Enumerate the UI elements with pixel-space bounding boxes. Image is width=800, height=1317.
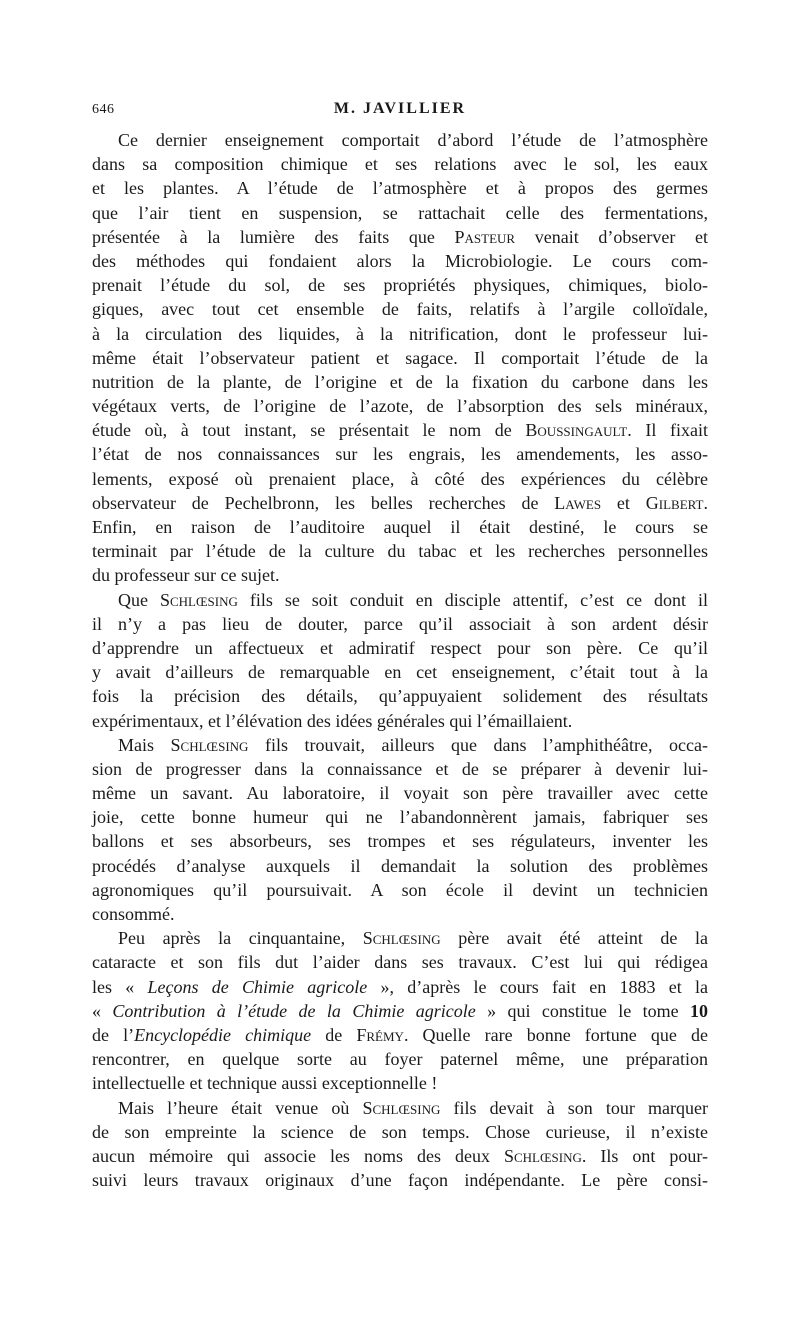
running-title: M. JAVILLIER	[333, 100, 467, 117]
text-run: Ce dernier enseignement comportait d’abord l’étude de l’atmosphère	[118, 130, 708, 150]
text-run: venait d’observer et	[515, 226, 709, 247]
text-run: du professeur sur ce sujet.	[92, 565, 280, 586]
text-run: fils trouvait, ailleurs que dans l’amphithéâtre, occa-	[248, 734, 708, 755]
text-run: de	[311, 1024, 357, 1045]
proper-name: Schlœsing	[362, 1097, 441, 1118]
text-run: . Quelle rare bonne fortune que de	[403, 1024, 708, 1045]
text-line	[92, 539, 708, 563]
text-run: Que	[118, 589, 160, 610]
text-run: il n’y a pas lieu de douter, parce qu’il associait à son ardent désir	[92, 613, 708, 634]
text-line	[92, 975, 708, 999]
page-number: 646	[92, 102, 115, 117]
text-run: même était l’observateur patient et sagace. Il comportait l’étude de la	[92, 347, 708, 368]
proper-name: Schlœsing	[170, 734, 249, 755]
text-run: père avait été atteint de la	[440, 928, 708, 949]
text-line	[92, 201, 708, 225]
text-line	[92, 370, 708, 394]
text-run: nutrition de la plante, de l’origine et de la fixation du carbone dans les	[92, 371, 708, 392]
text-line	[92, 515, 708, 539]
text-run: terminait par l’étude de la culture du tabac et les recherches personnelles	[92, 541, 708, 562]
text-run: giques, avec tout cet ensemble de faits, relatifs à l’argile colloïdale,	[92, 299, 708, 320]
text-run: agronomiques qu’il poursuivait. A son école il devint un technicien	[92, 879, 708, 900]
text-run: y avait d’ailleurs de remarquable en cet enseignement, c’était tout à la	[92, 662, 708, 683]
text-line	[92, 805, 708, 829]
text-run: consommé.	[92, 904, 175, 924]
text-run: Mais	[118, 734, 171, 755]
text-line	[92, 902, 708, 926]
italic-title: Contribution à l’étude de la Chimie agricole	[112, 1000, 476, 1021]
text-run: fois la précision des détails, qu’appuyaient solidement des résultats	[92, 686, 708, 707]
text-line	[92, 176, 708, 200]
text-line	[92, 1023, 708, 1047]
text-line	[92, 733, 708, 757]
text-line	[92, 418, 708, 442]
text-run: intellectuelle et technique aussi exceptionnelle !	[92, 1073, 438, 1094]
text-run: ballons et ses absorbeurs, ses trompes et ses régulateurs, inventer les	[92, 831, 708, 852]
proper-name: Schlœsing	[362, 928, 441, 949]
text-line	[92, 394, 708, 418]
proper-name: Frémy	[356, 1024, 404, 1045]
proper-name: Boussingault	[525, 420, 628, 441]
text-run: fils devait à son tour marquer	[440, 1097, 708, 1118]
text-run: et les plantes. A l’étude de l’atmosphère et à propos des germes	[92, 178, 708, 199]
text-line	[92, 781, 708, 805]
text-run: des méthodes qui fondaient alors la Microbiologie. Le cours com-	[92, 250, 708, 271]
text-run: à la circulation des liquides, à la nitrification, dont le professeur lui-	[92, 323, 708, 344]
text-run: observateur de Pechelbronn, les belles recherches de	[92, 492, 555, 513]
text-run: l’état de nos connaissances sur les engrais, les amendements, les asso-	[92, 444, 708, 465]
text-line	[92, 273, 708, 297]
text-run: «	[92, 1000, 113, 1021]
text-line	[92, 249, 708, 273]
text-run: Peu après la cinquantaine,	[118, 928, 363, 949]
text-line	[92, 322, 708, 346]
text-line	[92, 854, 708, 878]
text-run: présentée à la lumière des faits que	[92, 226, 455, 247]
text-line	[92, 225, 708, 249]
text-line	[92, 878, 708, 902]
text-line	[92, 1120, 708, 1144]
text-run: .	[703, 492, 708, 513]
text-run: joie, cette bonne humeur qui ne l’abandonnèrent jamais, fabriquer ses	[92, 807, 708, 828]
text-line	[92, 1096, 708, 1120]
text-run: les «	[92, 976, 148, 997]
bold-number: 10	[690, 1000, 709, 1021]
text-line	[92, 346, 708, 370]
text-run: cataracte et son fils dut l’aider dans ses travaux. C’est lui qui rédigea	[92, 952, 708, 973]
text-run: de son empreinte la science de son temps. Chose curieuse, il n’existe	[92, 1121, 708, 1142]
text-line	[92, 660, 708, 684]
text-line	[92, 1168, 708, 1192]
text-run: » qui constitue le tome	[475, 1000, 691, 1021]
italic-title: Leçons de Chimie agricole	[147, 976, 368, 997]
text-line	[92, 950, 708, 974]
text-line	[92, 467, 708, 491]
proper-name: Pasteur	[454, 226, 516, 247]
text-run: étude où, à tout instant, se présentait le nom de	[92, 420, 526, 441]
text-line	[92, 152, 708, 176]
proper-name: Gilbert	[645, 492, 704, 513]
text-line	[92, 636, 708, 660]
text-run: . Il fixait	[627, 420, 708, 441]
proper-name: Lawes	[554, 492, 602, 513]
text-run: dans sa composition chimique et ses relations avec le sol, les eaux	[92, 154, 708, 175]
text-line	[92, 128, 708, 152]
running-header	[92, 100, 708, 126]
body-text	[92, 128, 708, 1192]
text-run: expérimentaux, et l’élévation des idées générales qui l’émaillaient.	[92, 710, 573, 731]
text-line	[92, 297, 708, 321]
text-line	[92, 491, 708, 515]
text-line	[92, 1047, 708, 1071]
text-run: fils se soit conduit en disciple attentif, c’est ce dont il	[237, 589, 708, 610]
text-line	[92, 684, 708, 708]
text-run: suivi leurs travaux originaux d’une façon indépendante. Le père consi-	[92, 1170, 708, 1191]
text-run: prenait l’étude du sol, de ses propriétés physiques, chimiques, biolo-	[92, 275, 708, 296]
text-run: Mais l’heure était venue où	[118, 1097, 363, 1118]
text-run: lements, exposé où prenaient place, à côté des expériences du célèbre	[92, 468, 708, 489]
proper-name: Schlœsing	[159, 589, 238, 610]
text-run: même un savant. Au laboratoire, il voyait son père travailler avec cette	[92, 783, 708, 804]
text-run: végétaux verts, de l’origine de l’azote, de l’absorption des sels minéraux,	[92, 396, 708, 417]
text-run: procédés d’analyse auxquels il demandait la solution des problèmes	[92, 855, 708, 876]
text-line	[92, 1071, 708, 1095]
text-run: d’apprendre un affectueux et admiratif respect pour son père. Ce qu’il	[92, 637, 708, 658]
text-run: », d’après le cours fait en 1883 et la	[367, 976, 709, 997]
text-line	[92, 563, 708, 587]
text-line	[92, 709, 708, 733]
text-line	[92, 829, 708, 853]
text-run: de l’	[92, 1024, 135, 1045]
text-line	[92, 1144, 708, 1168]
text-line	[92, 442, 708, 466]
text-run: . Ils ont pour-	[581, 1145, 708, 1166]
text-line	[92, 612, 708, 636]
proper-name: Schlœsing	[503, 1145, 582, 1166]
text-run: sion de progresser dans la connaissance et de se préparer à devenir lui-	[92, 758, 708, 779]
text-run: et	[601, 492, 646, 513]
italic-title: Encyclopédie chimique	[134, 1024, 312, 1045]
text-run: rencontrer, en quelque sorte au foyer paternel même, une préparation	[92, 1049, 708, 1070]
text-run: Enfin, en raison de l’auditoire auquel il était destiné, le cours se	[92, 517, 708, 537]
text-run: que l’air tient en suspension, se rattachait celle des fermentations,	[92, 202, 708, 223]
text-run: aucun mémoire qui associe les noms des deux	[92, 1145, 504, 1166]
text-line	[92, 999, 708, 1023]
text-line	[92, 588, 708, 612]
text-line	[92, 926, 708, 950]
text-line	[92, 757, 708, 781]
